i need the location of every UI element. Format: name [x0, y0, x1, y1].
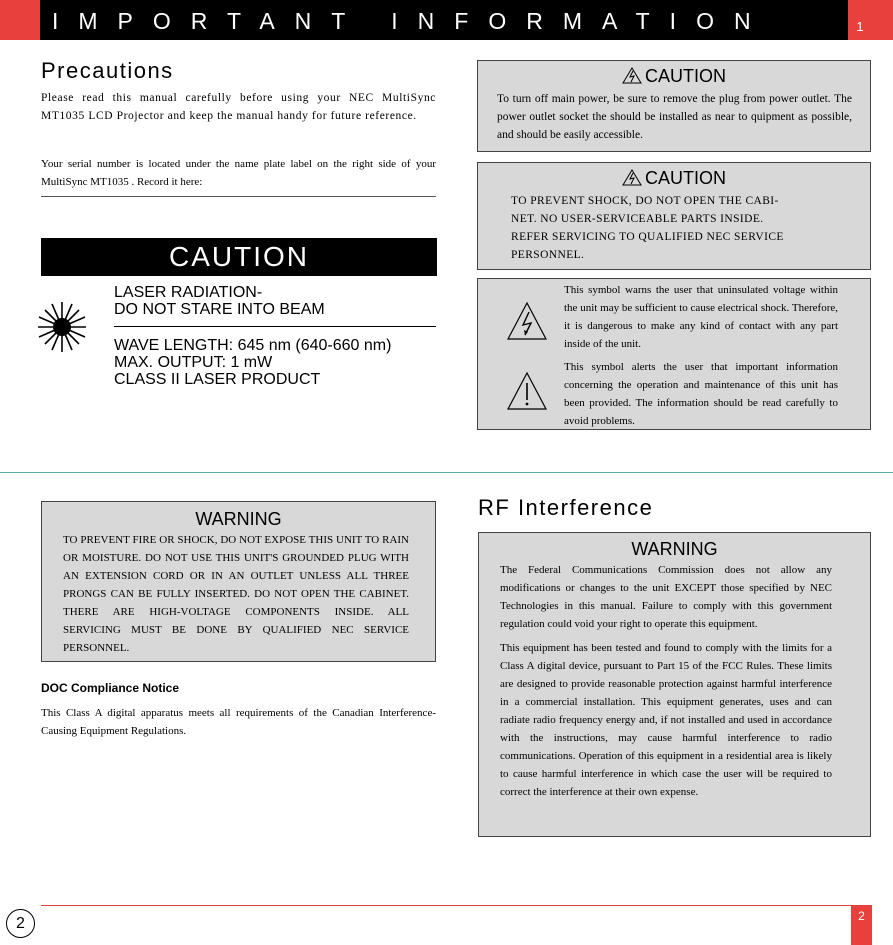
caution-power-heading — [478, 66, 870, 87]
footer-right-page-number: 2 — [858, 909, 865, 923]
lightning-triangle-icon — [622, 169, 642, 186]
header-red-block-left — [0, 0, 40, 40]
rf-warning-box — [478, 532, 871, 837]
precautions-paragraph-1: Please read this manual carefully before using your NEC MultiSync MT1035 LCD Projector and keep the manual handy for future reference. — [41, 92, 436, 122]
exclamation-triangle-icon — [506, 371, 548, 411]
laser-caution-banner — [41, 238, 437, 276]
caution-shock-text — [511, 192, 870, 264]
section-divider — [0, 472, 893, 473]
laser-line-5: CLASS II LASER PRODUCT — [114, 371, 321, 388]
caution-shock-line-1: TO PREVENT SHOCK, DO NOT OPEN THE CABI- — [511, 195, 779, 207]
caution-shock-line-3: REFER SERVICING TO QUALIFIED NEC SERVICE — [511, 231, 784, 243]
alert-symbol-text: This symbol alerts the user that important information concerning the operation and maintenance of this unit has been provided. The information should be read carefully to avoid problems. — [564, 361, 838, 427]
caution-power-text: To turn off main power, be sure to remove the plug from power outlet. The power outlet socket the should be installed as near to quipment as possible, and should be easily accessible. — [497, 93, 852, 141]
caution-shock-box — [477, 162, 871, 270]
laser-starburst-icon — [36, 300, 88, 354]
rf-paragraph-1: The Federal Communications Commission does not allow any modifications or changes to the unit EXCEPT those specified by NEC Technologies in this manual. Failure to comply with this government regulation could void your right to operate this equipment. — [500, 564, 832, 630]
lightning-triangle-icon — [622, 67, 642, 84]
lightning-triangle-icon — [506, 301, 548, 341]
laser-divider — [114, 326, 436, 327]
precautions-title: Precautions — [41, 58, 174, 83]
header-title: IMPORTANT INFORMATION — [52, 8, 771, 34]
doc-compliance-text: This Class A digital apparatus meets all requirements of the Canadian Interference-Causing Equipment Regulations. — [41, 707, 436, 737]
footer-rule — [41, 905, 851, 906]
warning-fire-title: WARNING — [195, 509, 282, 529]
laser-line-2: DO NOT STARE INTO BEAM — [114, 301, 325, 318]
voltage-symbol-text: This symbol warns the user that uninsulated voltage within the unit may be sufficient to cause electrical shock. Therefore, it is dangerous to make any kind of contact with any part inside of the unit. — [564, 284, 838, 350]
serial-record-line — [41, 196, 436, 197]
footer-left-page-number: 2 — [6, 909, 35, 938]
rf-interference-title: RF Interference — [478, 495, 654, 520]
caution-shock-line-4: PERSONNEL. — [511, 249, 585, 261]
caution-shock-title: CAUTION — [645, 168, 726, 188]
caution-shock-heading — [478, 168, 870, 189]
symbols-box — [477, 278, 871, 430]
laser-spec-text — [114, 337, 391, 388]
laser-warning-text — [114, 284, 325, 318]
laser-line-3: WAVE LENGTH: 645 nm (640-660 nm) — [114, 337, 392, 354]
laser-line-4: MAX. OUTPUT: 1 mW — [114, 354, 273, 371]
laser-caution-title: CAUTION — [169, 241, 309, 272]
precautions-paragraph-2: Your serial number is located under the name plate label on the right side of your MultiSync MT1035 . Record it here: — [41, 158, 436, 188]
warning-fire-box — [41, 501, 436, 662]
laser-line-1: LASER RADIATION- — [114, 284, 263, 301]
doc-compliance-title: DOC Compliance Notice — [41, 681, 180, 695]
caution-power-title: CAUTION — [645, 66, 726, 86]
rf-paragraph-2: This equipment has been tested and found to comply with the limits for a Class A digital device, pursuant to Part 15 of the FCC Rules. These limits are designed to provide reasonable protection against harmful interference in a commercial installation. This equipment generates, uses and can radiate radio frequency energy and, if not installed and used in accordance with the instructions, may cause harmful interference to radio communications. Operation of this equipment in a residential area is likely to cause harmful interference in which case the user will be required to correct the interference at their own expense. — [500, 642, 832, 798]
footer-red-block — [851, 905, 872, 945]
caution-power-box — [477, 60, 871, 152]
header-page-number: 1 — [856, 19, 864, 34]
rf-warning-title: WARNING — [631, 539, 718, 559]
warning-fire-text: TO PREVENT FIRE OR SHOCK, DO NOT EXPOSE THIS UNIT TO RAIN OR MOISTURE. DO NOT USE THIS UNIT'S GROUNDED PLUG WITH AN EXTENSION CORD OR IN AN OUTLET UNLESS ALL THREE PRONGS CAN BE FULLY INSERTED. DO NOT OPEN THE CABINET. THERE ARE HIGH-VOLTAGE COMPONENTS INSIDE. ALL SERVICING MUST BE DONE BY QUALIFIED NEC SERVICE PERSONNEL. — [63, 534, 409, 654]
caution-shock-line-2: NET. NO USER-SERVICEABLE PARTS INSIDE. — [511, 213, 764, 225]
